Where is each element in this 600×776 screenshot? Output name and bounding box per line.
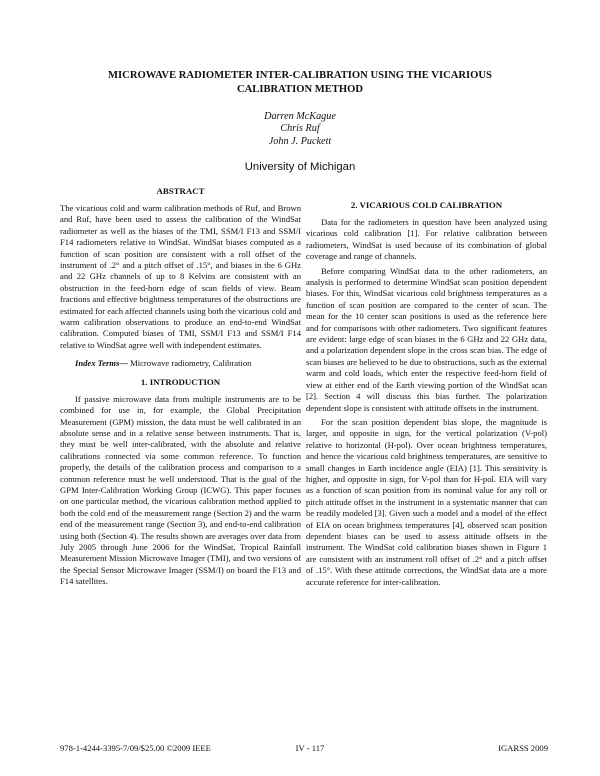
affiliation: University of Michigan — [244, 161, 356, 173]
section-2-heading: 2. VICARIOUS COLD CALIBRATION — [350, 200, 503, 210]
title-line-2: CALIBRATION METHOD — [236, 84, 364, 95]
author-name: John J. Puckett — [268, 135, 332, 147]
footer-conference: IGARSS 2009 — [498, 743, 548, 753]
abstract-heading: ABSTRACT — [156, 186, 205, 196]
right-column — [306, 200, 547, 588]
author-list — [200, 111, 400, 148]
section-1-heading: 1. INTRODUCTION — [140, 376, 221, 387]
footer-page-number: IV - 117 — [295, 743, 325, 753]
section-2-paragraph: Before comparing WindSat data to the other radiometers, an analysis is performed to determine WindSat scan position dependent biases. For this, WindSat vicarious cold brightness temperatures as a function of scan position are compared to the center of scan. The mean for the 10 center scan positions is used as the reference here and for comparisons with other radiometers. Two significant features are evident: large edge of scan biases in the 6 GHz and 22 GHz data, and a polarization dependent slope in the cross scan bias. The edge of scan biases are believed to be due to obstructions, such as the external warm and cold loads, which enter the respective feed-horn field of view at either end of the Earth viewing portion of the WindSat scan [2]. Section 4 will discuss this bias further. The polarization dependent slope is consistent with attitude offsets in the instrument. — [306, 265, 547, 413]
footer-isbn: 978-1-4244-3395-7/09/$25.00 ©2009 IEEE — [60, 743, 211, 753]
title-line-1: MICROWAVE RADIOMETER INTER-CALIBRATION USING THE VICARIOUS — [108, 70, 492, 81]
section-1-paragraph: If passive microwave data from multiple instruments are to be combined for use in, for example, the Global Precipitation Measurement (GPM) mission, the data must be well calibrated in an absolute sense and in a relative sense between instruments. That is, they must be well inter-calibrated, with the absolute and relative calibrations connected via some common reference. To function properly, the details of the calibration process and comparison to a common reference must be well understood. That is the goal of the GPM Inter-Calibration Working Group (ICWG). This paper focuses on one particular method, the vicarious calibration method applied to both the cold end of the measurement range (Section 2) and the warm end of the measurement range (Section 3), and end-to-end calibration using both (Section 4). The results shown are averages over data from July 2005 through June 2006 for the WindSat, Tropical Rainfall Measurement Mission Microwave Imager (TMI), and two versions of the Special Sensor Microwave Imager (SSM/I) on board the F13 and F14 satellites. — [60, 393, 301, 587]
section-2-paragraph: Data for the radiometers in question have been analyzed using vicarious cold calibration [1]. For relative calibration between radiometers, WindSat is used because of its combination of global coverage and range of channels. — [306, 217, 547, 262]
paper-title — [60, 69, 540, 97]
section-2-paragraph: For the scan position dependent bias slope, the magnitude is larger, and opposite in sign, for the vertical polarization (V-pol) relative to horizontal (H-pol). Over ocean brightness temperatures, and hence the vicarious cold brightness temperatures, are sensitive to small changes in Earth incidence angle (EIA) [1]. This sensitivity is higher, and opposite in sign, for V-pol than for H-pol. EIA will vary as a function of scan position from its nominal value for any roll or pitch attitude offset in the instrument in a systematic manner that can be readily modeled [3]. Given such a model and a model of the effect of EIA on ocean brightness temperatures [4], observed scan position dependent biases can be used to assess attitude offsets in the instrument. The WindSat cold calibration biases shown in Figure 1 are consistent with an instrument roll offset of .2° and a pitch offset of .15°. With these attitude corrections, the WindSat data are a more accurate reference for inter-calibration. — [306, 416, 547, 587]
author-name: Darren McKague — [264, 111, 336, 122]
index-terms — [60, 358, 301, 369]
author-name: Chris Ruf — [280, 123, 320, 135]
left-column — [60, 186, 301, 588]
index-terms-label: Index Terms— — [75, 358, 128, 369]
index-terms-text: Microwave radiometry, Calibration — [127, 358, 252, 369]
abstract-text: The vicarious cold and warm calibration methods of Ruf, and Brown and Ruf, have been used to assess the calibration of the WindSat radiometer as well as the biases of the TMI, SSM/I F13 and SSM/I F14 radiometers relative to WindSat. WindSat biases computed as a function of scan position are consistent with a roll offset of the instrument of .2° and a pitch offset of .15°, and biases in the 6 GHz and 22 GHz channels of up to 8 Kelvins are consistent with an obstruction in the feed-horn edge of scan fields of view. Beam fractions and effective brightness temperatures of the obstructions are estimated for each affected channels using both the vicarious cold and warm calibration observations to produce an end-to-end WindSat calibration. Computed biases of TMI, SSM/I F13 and SSM/I F14 relative to WindSat agree well with independent estimates. — [60, 203, 301, 350]
